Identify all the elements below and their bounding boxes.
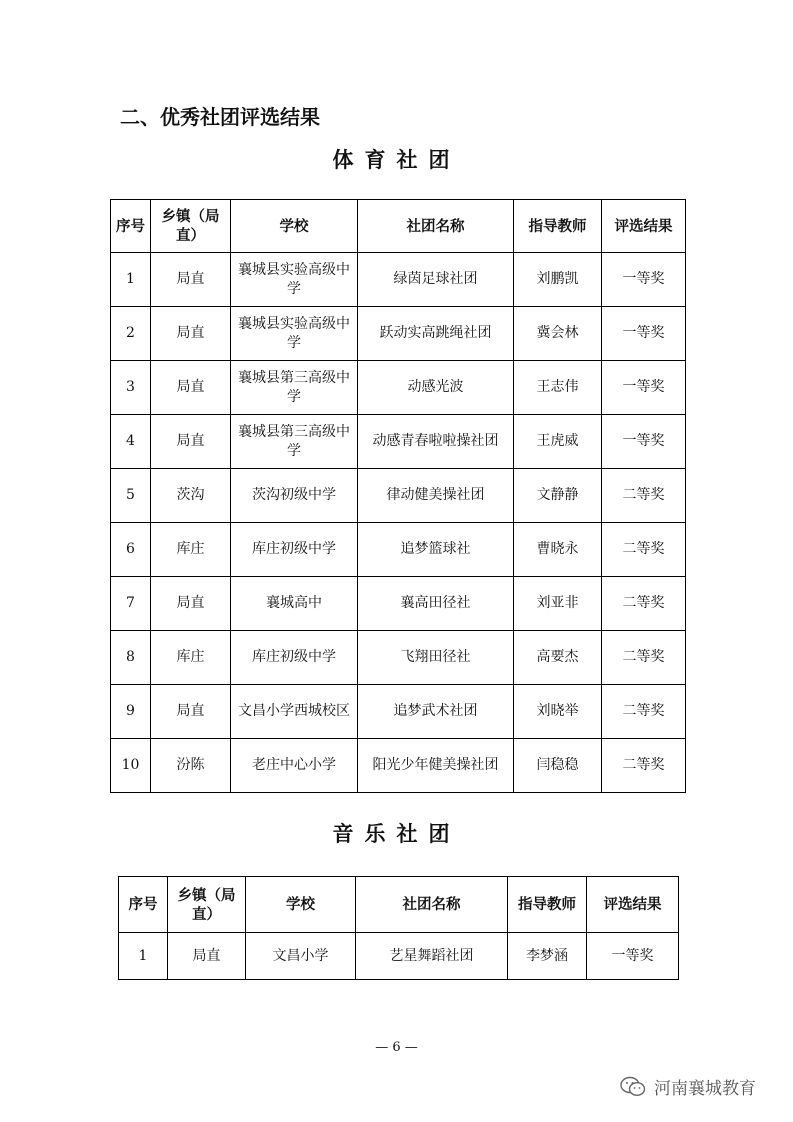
cell-no: 7 bbox=[111, 577, 151, 631]
cell-teacher: 王虎威 bbox=[514, 415, 602, 469]
cell-result: 二等奖 bbox=[602, 739, 686, 793]
table-row bbox=[111, 361, 686, 415]
cell-town: 局直 bbox=[151, 253, 231, 307]
header-row bbox=[111, 200, 686, 253]
cell-no: 5 bbox=[111, 469, 151, 523]
cell-teacher: 曹晓永 bbox=[514, 523, 602, 577]
cell-result: 二等奖 bbox=[602, 631, 686, 685]
cell-town: 库庄 bbox=[151, 631, 231, 685]
cell-school: 襄城县第三高级中学 bbox=[231, 415, 358, 469]
cell-town: 局直 bbox=[151, 361, 231, 415]
cell-no: 1 bbox=[111, 253, 151, 307]
cell-club: 动感青春啦啦操社团 bbox=[358, 415, 514, 469]
cell-no: 3 bbox=[111, 361, 151, 415]
header-row bbox=[119, 877, 679, 933]
cell-teacher: 刘亚非 bbox=[514, 577, 602, 631]
cell-school: 文昌小学西城校区 bbox=[231, 685, 358, 739]
table-row bbox=[111, 253, 686, 307]
cell-teacher: 文静静 bbox=[514, 469, 602, 523]
cell-no: 1 bbox=[119, 933, 168, 980]
column-header: 乡镇（局直） bbox=[168, 877, 246, 933]
cell-school: 襄城高中 bbox=[231, 577, 358, 631]
cell-no: 8 bbox=[111, 631, 151, 685]
cell-school: 老庄中心小学 bbox=[231, 739, 358, 793]
cell-teacher: 高要杰 bbox=[514, 631, 602, 685]
table-row bbox=[111, 577, 686, 631]
music-clubs-title: 音乐社团 bbox=[332, 821, 461, 846]
column-header: 乡镇（局直） bbox=[151, 200, 231, 253]
section-heading: 二、优秀社团评选结果 bbox=[120, 105, 320, 129]
column-header: 评选结果 bbox=[587, 877, 679, 933]
table-row bbox=[111, 685, 686, 739]
cell-club: 动感光波 bbox=[358, 361, 514, 415]
cell-no: 10 bbox=[111, 739, 151, 793]
column-header: 社团名称 bbox=[358, 200, 514, 253]
cell-school: 文昌小学 bbox=[246, 933, 356, 980]
cell-town: 局直 bbox=[151, 685, 231, 739]
table-row bbox=[111, 631, 686, 685]
cell-town: 茨沟 bbox=[151, 469, 231, 523]
cell-result: 二等奖 bbox=[602, 577, 686, 631]
cell-school: 襄城县实验高级中学 bbox=[231, 307, 358, 361]
cell-club: 绿茵足球社团 bbox=[358, 253, 514, 307]
cell-no: 4 bbox=[111, 415, 151, 469]
cell-result: 一等奖 bbox=[602, 253, 686, 307]
cell-result: 一等奖 bbox=[587, 933, 679, 980]
table-row bbox=[111, 739, 686, 793]
watermark bbox=[620, 1074, 756, 1099]
cell-club: 艺星舞蹈社团 bbox=[356, 933, 508, 980]
column-header: 指导教师 bbox=[508, 877, 587, 933]
cell-school: 茨沟初级中学 bbox=[231, 469, 358, 523]
table-row bbox=[111, 523, 686, 577]
cell-club: 追梦篮球社 bbox=[358, 523, 514, 577]
cell-result: 一等奖 bbox=[602, 415, 686, 469]
cell-club: 阳光少年健美操社团 bbox=[358, 739, 514, 793]
cell-result: 一等奖 bbox=[602, 361, 686, 415]
cell-town: 局直 bbox=[151, 577, 231, 631]
table-row bbox=[119, 933, 679, 980]
cell-town: 库庄 bbox=[151, 523, 231, 577]
sports-clubs-title: 体育社团 bbox=[332, 147, 461, 172]
cell-teacher: 王志伟 bbox=[514, 361, 602, 415]
column-header: 指导教师 bbox=[514, 200, 602, 253]
column-header: 评选结果 bbox=[602, 200, 686, 253]
watermark-text: 河南襄城教育 bbox=[654, 1079, 756, 1099]
cell-result: 二等奖 bbox=[602, 523, 686, 577]
column-header: 学校 bbox=[231, 200, 358, 253]
cell-club: 襄高田径社 bbox=[358, 577, 514, 631]
column-header: 序号 bbox=[119, 877, 168, 933]
cell-club: 律动健美操社团 bbox=[358, 469, 514, 523]
cell-school: 库庄初级中学 bbox=[231, 523, 358, 577]
wechat-icon bbox=[620, 1076, 646, 1098]
cell-town: 汾陈 bbox=[151, 739, 231, 793]
table-row bbox=[111, 307, 686, 361]
sports-clubs-table bbox=[110, 199, 686, 793]
cell-town: 局直 bbox=[151, 415, 231, 469]
cell-club: 跃动实高跳绳社团 bbox=[358, 307, 514, 361]
cell-result: 二等奖 bbox=[602, 469, 686, 523]
column-header: 社团名称 bbox=[356, 877, 508, 933]
table-row bbox=[111, 415, 686, 469]
column-header: 序号 bbox=[111, 200, 151, 253]
cell-no: 6 bbox=[111, 523, 151, 577]
cell-club: 飞翔田径社 bbox=[358, 631, 514, 685]
music-clubs-table bbox=[118, 876, 679, 980]
cell-club: 追梦武术社团 bbox=[358, 685, 514, 739]
cell-teacher: 闫稳稳 bbox=[514, 739, 602, 793]
table-row bbox=[111, 469, 686, 523]
cell-teacher: 李梦涵 bbox=[508, 933, 587, 980]
cell-school: 襄城县实验高级中学 bbox=[231, 253, 358, 307]
cell-teacher: 刘晓举 bbox=[514, 685, 602, 739]
column-header: 学校 bbox=[246, 877, 356, 933]
cell-school: 襄城县第三高级中学 bbox=[231, 361, 358, 415]
cell-result: 一等奖 bbox=[602, 307, 686, 361]
cell-town: 局直 bbox=[151, 307, 231, 361]
cell-no: 9 bbox=[111, 685, 151, 739]
cell-teacher: 冀会林 bbox=[514, 307, 602, 361]
cell-school: 库庄初级中学 bbox=[231, 631, 358, 685]
cell-town: 局直 bbox=[168, 933, 246, 980]
cell-no: 2 bbox=[111, 307, 151, 361]
cell-teacher: 刘鹏凯 bbox=[514, 253, 602, 307]
page-number: — 6 — bbox=[375, 1040, 418, 1055]
cell-result: 二等奖 bbox=[602, 685, 686, 739]
